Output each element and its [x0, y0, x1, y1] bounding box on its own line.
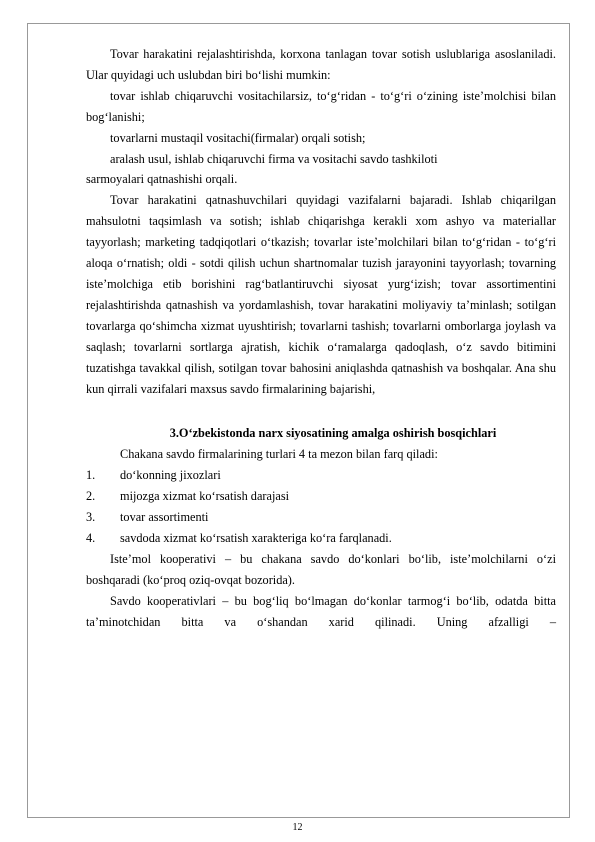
list-intro: Chakana savdo firmalarining turlari 4 ta mezon bilan farq qiladi: — [120, 447, 438, 462]
list-item — [86, 507, 556, 528]
paragraph-trade-cooperative: Savdo kooperativlari – bu bog‘liq bo‘lmagan do‘konlar tarmog‘i bo‘lib, odatda bitta ta’minotchidan bitta va o‘shandan xarid qilinadi. Uning afzalligi – — [86, 593, 556, 629]
document-body — [86, 44, 556, 632]
paragraph-method-2: tovarlarni mustaqil vositachi(firmalar) orqali sotish; — [110, 130, 366, 145]
section-heading: 3.O‘zbekistonda narx siyosatining amalga oshirish bosqichlari — [169, 426, 497, 441]
paragraph-functions: Tovar harakatini qatnashuvchilari quyidagi vazifalarni bajaradi. Ishlab chiqarilgan mahsulotni taqsimlash va sotish; ishlab chiqarishga kerakli xom ashyo va materiallar tayyorlash; marketing tadqiqotlari o‘tkazish; tovarlar iste’molchilari bilan to‘g‘ridan - to‘g‘ri aloqa o‘rnatish; oldi - sotdi qilish uchun shartnomalar tuzish jarayonini tayyorlash; tovarning iste’molchiga etib borishini rag‘batlantiruvchi siyosat yurg‘izish; tovar assortimentini rejalashtirishda qatnashish va yordamlashish, tovar harakatini moliyaviy ta’minlash; sotilgan tovarlarga qo‘shimcha xizmat uyushtirish; tovarlarni tashish; tovarlarni omborlarga joylash va saqlash; tovarlarni sortlarga ajratish, kichik o‘ramalarga qadoqlash, o‘z savdo bitimini tuzatishga tavakkal qilish, sotilgan tovar bahosini aniqlashda qatnashish va boshqalar. Ana shu kun qirrali vazifalari maxsus savdo firmalarining bajarishi, — [86, 193, 556, 396]
list-item-number: 3. — [86, 510, 96, 525]
list-item — [86, 528, 556, 549]
list-item-number: 1. — [86, 468, 96, 483]
list-item-text: do‘konning jixozlari — [120, 468, 221, 483]
list-item — [86, 465, 556, 486]
list-item-text: savdoda xizmat ko‘rsatish xarakteriga ko‘ra farqlanadi. — [120, 530, 392, 545]
list-item-text: mijozga xizmat ko‘rsatish darajasi — [120, 489, 290, 504]
list-item — [86, 486, 556, 507]
paragraph-method-1: tovar ishlab chiqaruvchi vositachilarsiz, to‘g‘ridan - to‘g‘ri o‘zining iste’molchisi bilan bog‘lanishi; — [86, 88, 556, 124]
list-item-number: 2. — [86, 489, 96, 504]
paragraph-consumer-cooperative: Iste’mol kooperativi – bu chakana savdo do‘konlari bo‘lib, iste’molchilarni o‘zi boshqaradi (ko‘proq oziq-ovqat bozorida). — [86, 551, 556, 587]
paragraph-method-3-cont: sarmoyalari qatnashishi orqali. — [86, 172, 238, 187]
page-number: 12 — [292, 822, 303, 833]
list-item-text: tovar assortimenti — [120, 510, 209, 525]
paragraph-intro: Tovar harakatini rejalashtirishda, korxona tanlagan tovar sotish uslublariga asoslaniladi. Ular quyidagi uch uslubdan biri bo‘lishi mumkin: — [86, 47, 556, 82]
paragraph-method-3: aralash usul, ishlab chiqaruvchi firma va vositachi savdo tashkiloti — [110, 151, 438, 166]
list-item-number: 4. — [86, 530, 96, 545]
